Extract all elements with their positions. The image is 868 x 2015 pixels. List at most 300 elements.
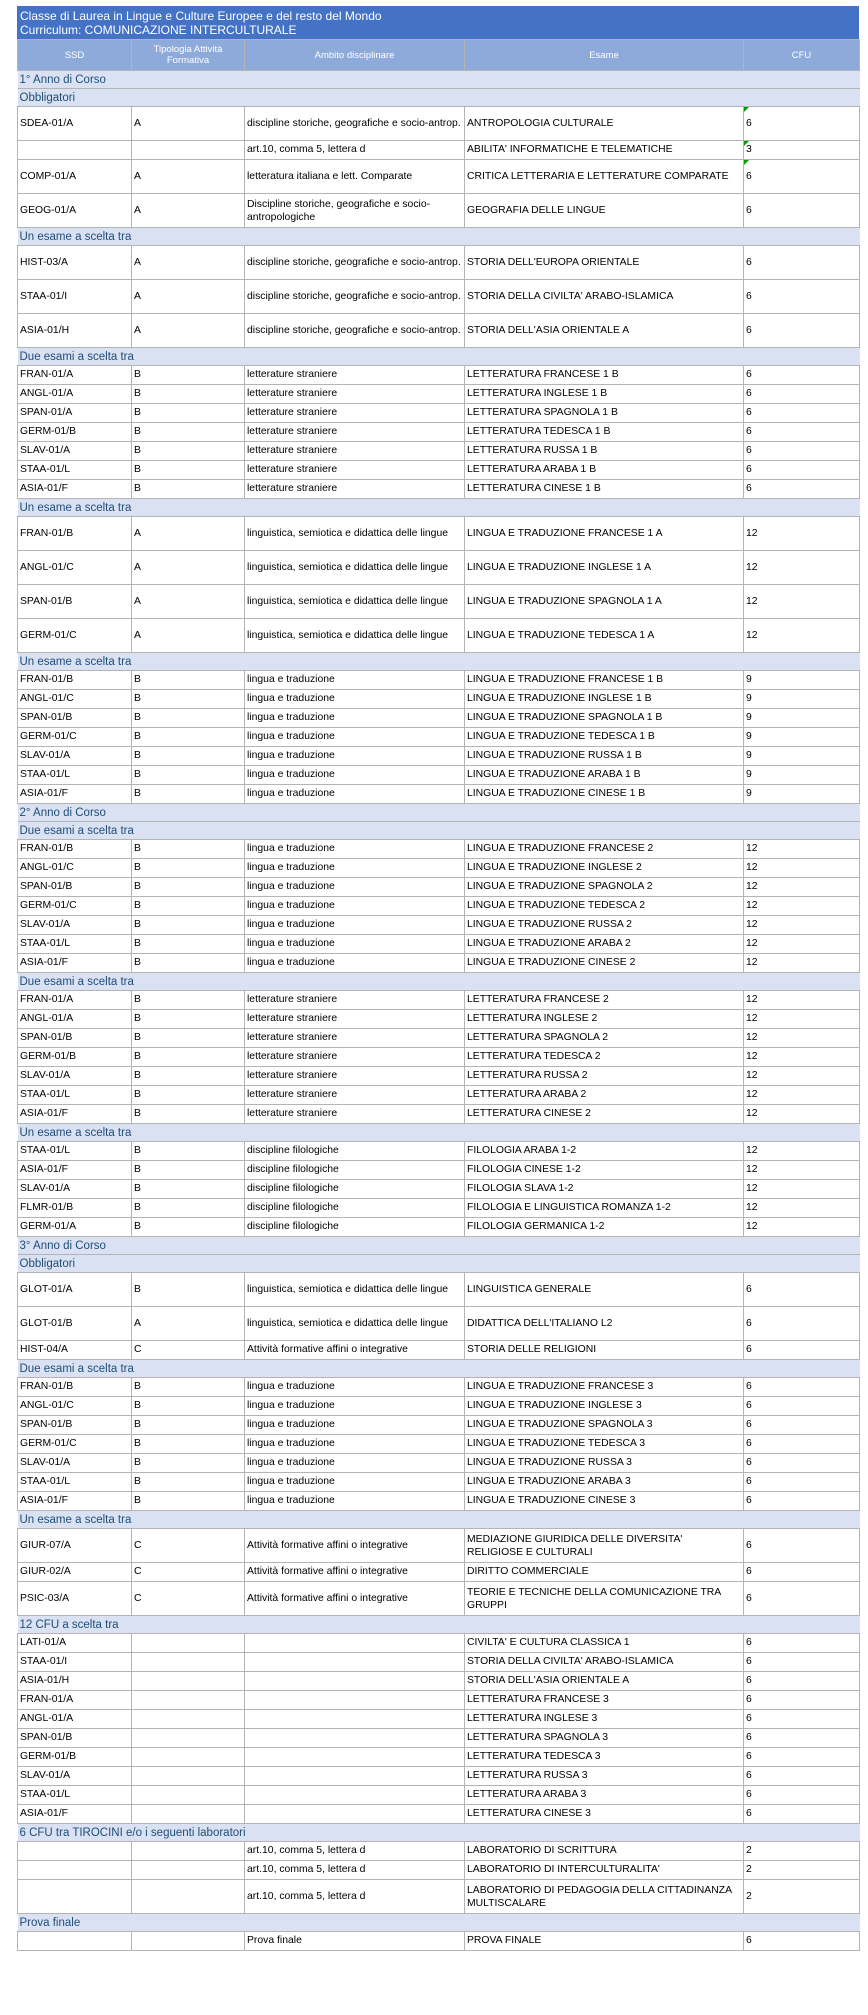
cfu-cell bbox=[744, 1307, 860, 1341]
ssd-cell: ANGL-01/C bbox=[18, 551, 132, 585]
section-label: Obbligatori bbox=[18, 1255, 860, 1273]
esame-cell: LINGUA E TRADUZIONE ARABA 1 B bbox=[465, 766, 744, 785]
cfu-cell bbox=[744, 194, 860, 228]
table-row bbox=[18, 1218, 860, 1237]
ssd-cell: GERM-01/B bbox=[18, 423, 132, 442]
courses-body bbox=[18, 71, 860, 1951]
cfu-value: 6 bbox=[746, 1318, 752, 1329]
cfu-cell bbox=[744, 1397, 860, 1416]
tipologia-cell: B bbox=[132, 423, 245, 442]
esame-cell: LETTERATURA CINESE 3 bbox=[465, 1805, 744, 1824]
cfu-value: 6 bbox=[746, 1476, 752, 1487]
ambito-cell: letterature straniere bbox=[245, 461, 465, 480]
cfu-cell bbox=[744, 690, 860, 709]
ambito-cell: linguistica, semiotica e didattica delle lingue bbox=[245, 517, 465, 551]
cfu-cell bbox=[744, 1932, 860, 1951]
cfu-cell bbox=[744, 1435, 860, 1454]
cfu-value: 6 bbox=[746, 369, 752, 380]
ssd-cell: FRAN-01/A bbox=[18, 1691, 132, 1710]
cfu-cell bbox=[744, 878, 860, 897]
section-header-row bbox=[18, 71, 860, 89]
cfu-cell bbox=[744, 935, 860, 954]
tipologia-cell bbox=[132, 1710, 245, 1729]
cfu-cell bbox=[744, 1582, 860, 1616]
esame-cell: PROVA FINALE bbox=[465, 1932, 744, 1951]
cfu-value: 6 bbox=[746, 445, 752, 456]
table-row bbox=[18, 442, 860, 461]
esame-cell: STORIA DELL'EUROPA ORIENTALE bbox=[465, 246, 744, 280]
section-label: Un esame a scelta tra bbox=[18, 653, 860, 671]
tipologia-cell: B bbox=[132, 1105, 245, 1124]
section-header-row bbox=[18, 1237, 860, 1255]
cfu-value: 6 bbox=[746, 1656, 752, 1667]
cfu-cell bbox=[744, 1767, 860, 1786]
ssd-cell: ANGL-01/A bbox=[18, 385, 132, 404]
cfu-value: 12 bbox=[746, 843, 758, 854]
cfu-value: 6 bbox=[746, 1593, 752, 1604]
esame-cell: LINGUA E TRADUZIONE RUSSA 1 B bbox=[465, 747, 744, 766]
tipologia-cell: B bbox=[132, 1010, 245, 1029]
tipologia-cell: B bbox=[132, 1086, 245, 1105]
section-label: Due esami a scelta tra bbox=[18, 348, 860, 366]
section-label: 2° Anno di Corso bbox=[18, 804, 860, 822]
tipologia-cell: B bbox=[132, 671, 245, 690]
cfu-value: 12 bbox=[746, 919, 758, 930]
cfu-value: 6 bbox=[746, 1713, 752, 1724]
ambito-cell: art.10, comma 5, lettera d bbox=[245, 1842, 465, 1861]
table-row bbox=[18, 1880, 860, 1914]
ssd-cell: GIUR-02/A bbox=[18, 1563, 132, 1582]
section-label: Prova finale bbox=[18, 1914, 860, 1932]
table-row bbox=[18, 954, 860, 973]
table-row bbox=[18, 1710, 860, 1729]
ssd-cell: GERM-01/C bbox=[18, 897, 132, 916]
table-row bbox=[18, 1653, 860, 1672]
ssd-cell: GERM-01/C bbox=[18, 1435, 132, 1454]
table-row bbox=[18, 1180, 860, 1199]
cfu-cell bbox=[744, 585, 860, 619]
ambito-cell: lingua e traduzione bbox=[245, 840, 465, 859]
section-header-row bbox=[18, 1914, 860, 1932]
ambito-cell: Attività formative affini o integrative bbox=[245, 1529, 465, 1563]
ambito-cell bbox=[245, 1710, 465, 1729]
table-row bbox=[18, 728, 860, 747]
cfu-cell bbox=[744, 1729, 860, 1748]
ssd-cell: ASIA-01/H bbox=[18, 314, 132, 348]
table-row bbox=[18, 1161, 860, 1180]
cfu-value: 6 bbox=[746, 1381, 752, 1392]
cfu-cell bbox=[744, 1378, 860, 1397]
tipologia-cell: B bbox=[132, 728, 245, 747]
ambito-cell bbox=[245, 1748, 465, 1767]
table-row bbox=[18, 1105, 860, 1124]
ambito-cell: lingua e traduzione bbox=[245, 671, 465, 690]
ssd-cell: ASIA-01/F bbox=[18, 1105, 132, 1124]
cfu-value: 12 bbox=[746, 1164, 758, 1175]
ambito-cell: discipline filologiche bbox=[245, 1161, 465, 1180]
esame-cell: TEORIE E TECNICHE DELLA COMUNICAZIONE TRA GRUPPI bbox=[465, 1582, 744, 1616]
ssd-cell: ANGL-01/C bbox=[18, 1397, 132, 1416]
ssd-cell bbox=[18, 1842, 132, 1861]
cfu-value: 12 bbox=[746, 938, 758, 949]
tipologia-cell: B bbox=[132, 1378, 245, 1397]
cfu-cell bbox=[744, 107, 860, 141]
cfu-cell bbox=[744, 551, 860, 585]
cfu-value: 12 bbox=[746, 1202, 758, 1213]
ambito-cell: letterature straniere bbox=[245, 1105, 465, 1124]
ambito-cell: discipline storiche, geografiche e socio-antrop. bbox=[245, 314, 465, 348]
cfu-value: 6 bbox=[746, 291, 752, 302]
cfu-value: 2 bbox=[746, 1864, 752, 1875]
cfu-value: 9 bbox=[746, 712, 752, 723]
ssd-cell: GLOT-01/B bbox=[18, 1307, 132, 1341]
tipologia-cell: B bbox=[132, 480, 245, 499]
ambito-cell: discipline storiche, geografiche e socio-antrop. bbox=[245, 107, 465, 141]
esame-cell: STORIA DELLE RELIGIONI bbox=[465, 1341, 744, 1360]
table-row bbox=[18, 878, 860, 897]
tipologia-cell: A bbox=[132, 246, 245, 280]
section-header-row bbox=[18, 804, 860, 822]
table-row bbox=[18, 859, 860, 878]
tipologia-cell: B bbox=[132, 935, 245, 954]
ssd-cell: GERM-01/B bbox=[18, 1048, 132, 1067]
cfu-value: 6 bbox=[746, 1751, 752, 1762]
cfu-cell bbox=[744, 671, 860, 690]
esame-cell: STORIA DELL'ASIA ORIENTALE A bbox=[465, 1672, 744, 1691]
cfu-cell bbox=[744, 1416, 860, 1435]
cfu-cell bbox=[744, 442, 860, 461]
cfu-cell bbox=[744, 619, 860, 653]
cfu-cell bbox=[744, 1218, 860, 1237]
cfu-cell bbox=[744, 366, 860, 385]
ssd-cell: ASIA-01/F bbox=[18, 1805, 132, 1824]
cfu-value: 6 bbox=[746, 325, 752, 336]
tipologia-cell: B bbox=[132, 1473, 245, 1492]
ssd-cell: STAA-01/L bbox=[18, 1786, 132, 1805]
tipologia-cell bbox=[132, 1729, 245, 1748]
ssd-cell: ASIA-01/F bbox=[18, 1161, 132, 1180]
esame-cell: LETTERATURA FRANCESE 2 bbox=[465, 991, 744, 1010]
cfu-value: 6 bbox=[746, 1495, 752, 1506]
tipologia-cell: B bbox=[132, 991, 245, 1010]
table-row bbox=[18, 461, 860, 480]
table-row bbox=[18, 1048, 860, 1067]
esame-cell: LINGUA E TRADUZIONE INGLESE 3 bbox=[465, 1397, 744, 1416]
table-row bbox=[18, 1435, 860, 1454]
tipologia-cell: B bbox=[132, 859, 245, 878]
cfu-value: 12 bbox=[746, 1145, 758, 1156]
comment-indicator-icon bbox=[744, 107, 749, 112]
tipologia-cell: A bbox=[132, 314, 245, 348]
ssd-cell: ANGL-01/C bbox=[18, 690, 132, 709]
ssd-cell: ANGL-01/C bbox=[18, 859, 132, 878]
table-row bbox=[18, 1932, 860, 1951]
tipologia-cell: B bbox=[132, 897, 245, 916]
column-header-ssd: SSD bbox=[18, 40, 132, 71]
cfu-value: 6 bbox=[746, 1675, 752, 1686]
tipologia-cell bbox=[132, 1767, 245, 1786]
cfu-cell bbox=[744, 1067, 860, 1086]
table-row bbox=[18, 1416, 860, 1435]
ssd-cell: SPAN-01/B bbox=[18, 709, 132, 728]
ambito-cell: discipline filologiche bbox=[245, 1142, 465, 1161]
ssd-cell: ASIA-01/F bbox=[18, 954, 132, 973]
cfu-value: 6 bbox=[746, 1457, 752, 1468]
table-row bbox=[18, 690, 860, 709]
section-label: Obbligatori bbox=[18, 89, 860, 107]
cfu-value: 9 bbox=[746, 788, 752, 799]
cfu-cell bbox=[744, 1529, 860, 1563]
cfu-cell bbox=[744, 1029, 860, 1048]
ssd-cell bbox=[18, 1932, 132, 1951]
cfu-cell bbox=[744, 480, 860, 499]
ambito-cell: lingua e traduzione bbox=[245, 1454, 465, 1473]
esame-cell: ANTROPOLOGIA CULTURALE bbox=[465, 107, 744, 141]
ambito-cell bbox=[245, 1786, 465, 1805]
table-row bbox=[18, 619, 860, 653]
ambito-cell bbox=[245, 1653, 465, 1672]
table-row bbox=[18, 785, 860, 804]
table-row bbox=[18, 1029, 860, 1048]
ambito-cell: discipline filologiche bbox=[245, 1199, 465, 1218]
tipologia-cell: A bbox=[132, 280, 245, 314]
esame-cell: LINGUA E TRADUZIONE SPAGNOLA 3 bbox=[465, 1416, 744, 1435]
cfu-cell bbox=[744, 859, 860, 878]
ambito-cell: letterature straniere bbox=[245, 480, 465, 499]
ambito-cell: lingua e traduzione bbox=[245, 766, 465, 785]
section-header-row bbox=[18, 822, 860, 840]
table-row bbox=[18, 1767, 860, 1786]
ambito-cell: lingua e traduzione bbox=[245, 859, 465, 878]
cfu-cell bbox=[744, 1199, 860, 1218]
ssd-cell bbox=[18, 141, 132, 160]
tipologia-cell: B bbox=[132, 366, 245, 385]
cfu-cell bbox=[744, 991, 860, 1010]
ssd-cell: SLAV-01/A bbox=[18, 1454, 132, 1473]
ssd-cell: FRAN-01/A bbox=[18, 366, 132, 385]
table-row bbox=[18, 585, 860, 619]
cfu-value: 6 bbox=[746, 118, 752, 129]
esame-cell: LETTERATURA INGLESE 2 bbox=[465, 1010, 744, 1029]
cfu-value: 6 bbox=[746, 1419, 752, 1430]
tipologia-cell: B bbox=[132, 385, 245, 404]
courses-table bbox=[17, 39, 860, 1951]
section-label: Due esami a scelta tra bbox=[18, 822, 860, 840]
table-row bbox=[18, 1086, 860, 1105]
esame-cell: LINGUA E TRADUZIONE CINESE 3 bbox=[465, 1492, 744, 1511]
cfu-cell bbox=[744, 1634, 860, 1653]
cfu-cell bbox=[744, 1142, 860, 1161]
cfu-cell bbox=[744, 916, 860, 935]
section-header-row bbox=[18, 1824, 860, 1842]
ambito-cell: Prova finale bbox=[245, 1932, 465, 1951]
cfu-value: 9 bbox=[746, 674, 752, 685]
tipologia-cell bbox=[132, 1880, 245, 1914]
ssd-cell: STAA-01/I bbox=[18, 1653, 132, 1672]
esame-cell: LINGUA E TRADUZIONE INGLESE 1 A bbox=[465, 551, 744, 585]
table-row bbox=[18, 1473, 860, 1492]
esame-cell: LINGUA E TRADUZIONE INGLESE 1 B bbox=[465, 690, 744, 709]
ambito-cell: lingua e traduzione bbox=[245, 1435, 465, 1454]
table-row bbox=[18, 709, 860, 728]
esame-cell: LINGUISTICA GENERALE bbox=[465, 1273, 744, 1307]
cfu-value: 6 bbox=[746, 1400, 752, 1411]
table-row bbox=[18, 160, 860, 194]
cfu-cell bbox=[744, 1880, 860, 1914]
esame-cell: LETTERATURA TEDESCA 3 bbox=[465, 1748, 744, 1767]
ambito-cell: lingua e traduzione bbox=[245, 1492, 465, 1511]
esame-cell: LINGUA E TRADUZIONE SPAGNOLA 1 A bbox=[465, 585, 744, 619]
sheet-header bbox=[17, 6, 859, 39]
esame-cell: LINGUA E TRADUZIONE FRANCESE 1 A bbox=[465, 517, 744, 551]
tipologia-cell: B bbox=[132, 461, 245, 480]
table-row bbox=[18, 1842, 860, 1861]
table-row bbox=[18, 1691, 860, 1710]
esame-cell: DIDATTICA DELL'ITALIANO L2 bbox=[465, 1307, 744, 1341]
ambito-cell: lingua e traduzione bbox=[245, 1416, 465, 1435]
ambito-cell: lingua e traduzione bbox=[245, 1397, 465, 1416]
ssd-cell: SPAN-01/B bbox=[18, 878, 132, 897]
cfu-value: 6 bbox=[746, 1808, 752, 1819]
section-label: 1° Anno di Corso bbox=[18, 71, 860, 89]
ambito-cell: letterature straniere bbox=[245, 1029, 465, 1048]
cfu-cell bbox=[744, 1710, 860, 1729]
table-row bbox=[18, 551, 860, 585]
esame-cell: LETTERATURA RUSSA 3 bbox=[465, 1767, 744, 1786]
ambito-cell: letteratura italiana e lett. Comparate bbox=[245, 160, 465, 194]
cfu-value: 12 bbox=[746, 528, 758, 539]
tipologia-cell: B bbox=[132, 709, 245, 728]
ssd-cell: STAA-01/L bbox=[18, 766, 132, 785]
tipologia-cell bbox=[132, 1748, 245, 1767]
cfu-value: 6 bbox=[746, 464, 752, 475]
ambito-cell: art.10, comma 5, lettera d bbox=[245, 141, 465, 160]
table-row bbox=[18, 366, 860, 385]
cfu-cell bbox=[744, 1086, 860, 1105]
esame-cell: STORIA DELL'ASIA ORIENTALE A bbox=[465, 314, 744, 348]
cfu-cell bbox=[744, 1786, 860, 1805]
tipologia-cell: B bbox=[132, 785, 245, 804]
ssd-cell: ASIA-01/H bbox=[18, 1672, 132, 1691]
ambito-cell: Attività formative affini o integrative bbox=[245, 1582, 465, 1616]
ssd-cell: HIST-04/A bbox=[18, 1341, 132, 1360]
esame-cell: LETTERATURA FRANCESE 1 B bbox=[465, 366, 744, 385]
tipologia-cell bbox=[132, 1691, 245, 1710]
ssd-cell: COMP-01/A bbox=[18, 160, 132, 194]
table-row bbox=[18, 1805, 860, 1824]
tipologia-cell: B bbox=[132, 747, 245, 766]
esame-cell: LINGUA E TRADUZIONE ARABA 3 bbox=[465, 1473, 744, 1492]
cfu-cell bbox=[744, 1105, 860, 1124]
ambito-cell: letterature straniere bbox=[245, 423, 465, 442]
cfu-cell bbox=[744, 1473, 860, 1492]
cfu-cell bbox=[744, 160, 860, 194]
cfu-value: 12 bbox=[746, 881, 758, 892]
cfu-cell bbox=[744, 246, 860, 280]
esame-cell: LABORATORIO DI SCRITTURA bbox=[465, 1842, 744, 1861]
tipologia-cell: C bbox=[132, 1582, 245, 1616]
ambito-cell: lingua e traduzione bbox=[245, 728, 465, 747]
esame-cell: CRITICA LETTERARIA E LETTERATURE COMPARATE bbox=[465, 160, 744, 194]
cfu-value: 6 bbox=[746, 205, 752, 216]
ssd-cell: FLMR-01/B bbox=[18, 1199, 132, 1218]
ssd-cell: STAA-01/L bbox=[18, 935, 132, 954]
cfu-value: 6 bbox=[746, 1566, 752, 1577]
esame-cell: LINGUA E TRADUZIONE FRANCESE 2 bbox=[465, 840, 744, 859]
cfu-value: 12 bbox=[746, 596, 758, 607]
ssd-cell: STAA-01/L bbox=[18, 461, 132, 480]
section-label: Due esami a scelta tra bbox=[18, 973, 860, 991]
esame-cell: MEDIAZIONE GIURIDICA DELLE DIVERSITA' RELIGIOSE E CULTURALI bbox=[465, 1529, 744, 1563]
cfu-value: 9 bbox=[746, 750, 752, 761]
section-header-row bbox=[18, 89, 860, 107]
cfu-value: 6 bbox=[746, 388, 752, 399]
ambito-cell: discipline storiche, geografiche e socio-antrop. bbox=[245, 246, 465, 280]
ssd-cell: STAA-01/L bbox=[18, 1473, 132, 1492]
esame-cell: GEOGRAFIA DELLE LINGUE bbox=[465, 194, 744, 228]
ssd-cell: STAA-01/I bbox=[18, 280, 132, 314]
cfu-value: 3 bbox=[746, 144, 752, 155]
cfu-cell bbox=[744, 1805, 860, 1824]
ambito-cell: lingua e traduzione bbox=[245, 709, 465, 728]
esame-cell: FILOLOGIA ARABA 1-2 bbox=[465, 1142, 744, 1161]
comment-indicator-icon bbox=[744, 160, 749, 165]
cfu-cell bbox=[744, 141, 860, 160]
tipologia-cell: B bbox=[132, 1397, 245, 1416]
ssd-cell: SLAV-01/A bbox=[18, 747, 132, 766]
ssd-cell bbox=[18, 1861, 132, 1880]
ssd-cell: STAA-01/L bbox=[18, 1142, 132, 1161]
table-row bbox=[18, 1492, 860, 1511]
ssd-cell: GLOT-01/A bbox=[18, 1273, 132, 1307]
cfu-value: 2 bbox=[746, 1845, 752, 1856]
section-header-row bbox=[18, 228, 860, 246]
esame-cell: DIRITTO COMMERCIALE bbox=[465, 1563, 744, 1582]
cfu-value: 2 bbox=[746, 1891, 752, 1902]
table-row bbox=[18, 897, 860, 916]
ambito-cell: lingua e traduzione bbox=[245, 690, 465, 709]
ssd-cell: ASIA-01/F bbox=[18, 785, 132, 804]
ambito-cell bbox=[245, 1805, 465, 1824]
cfu-value: 12 bbox=[746, 562, 758, 573]
section-label: Un esame a scelta tra bbox=[18, 1511, 860, 1529]
tipologia-cell: B bbox=[132, 1142, 245, 1161]
esame-cell: LINGUA E TRADUZIONE SPAGNOLA 2 bbox=[465, 878, 744, 897]
table-row bbox=[18, 280, 860, 314]
ambito-cell: letterature straniere bbox=[245, 404, 465, 423]
cfu-value: 12 bbox=[746, 1070, 758, 1081]
section-header-row bbox=[18, 499, 860, 517]
ssd-cell: PSIC-03/A bbox=[18, 1582, 132, 1616]
tipologia-cell: B bbox=[132, 878, 245, 897]
ssd-cell: STAA-01/L bbox=[18, 1086, 132, 1105]
table-row bbox=[18, 1341, 860, 1360]
section-label: Due esami a scelta tra bbox=[18, 1360, 860, 1378]
cfu-cell bbox=[744, 1161, 860, 1180]
cfu-cell bbox=[744, 1748, 860, 1767]
ssd-cell: ASIA-01/F bbox=[18, 480, 132, 499]
tipologia-cell: B bbox=[132, 1218, 245, 1237]
table-row bbox=[18, 1378, 860, 1397]
comment-indicator-icon bbox=[744, 141, 749, 146]
ambito-cell: art.10, comma 5, lettera d bbox=[245, 1861, 465, 1880]
section-header-row bbox=[18, 653, 860, 671]
esame-cell: LINGUA E TRADUZIONE FRANCESE 1 B bbox=[465, 671, 744, 690]
cfu-cell bbox=[744, 423, 860, 442]
cfu-cell bbox=[744, 728, 860, 747]
cfu-cell bbox=[744, 280, 860, 314]
tipologia-cell bbox=[132, 1805, 245, 1824]
